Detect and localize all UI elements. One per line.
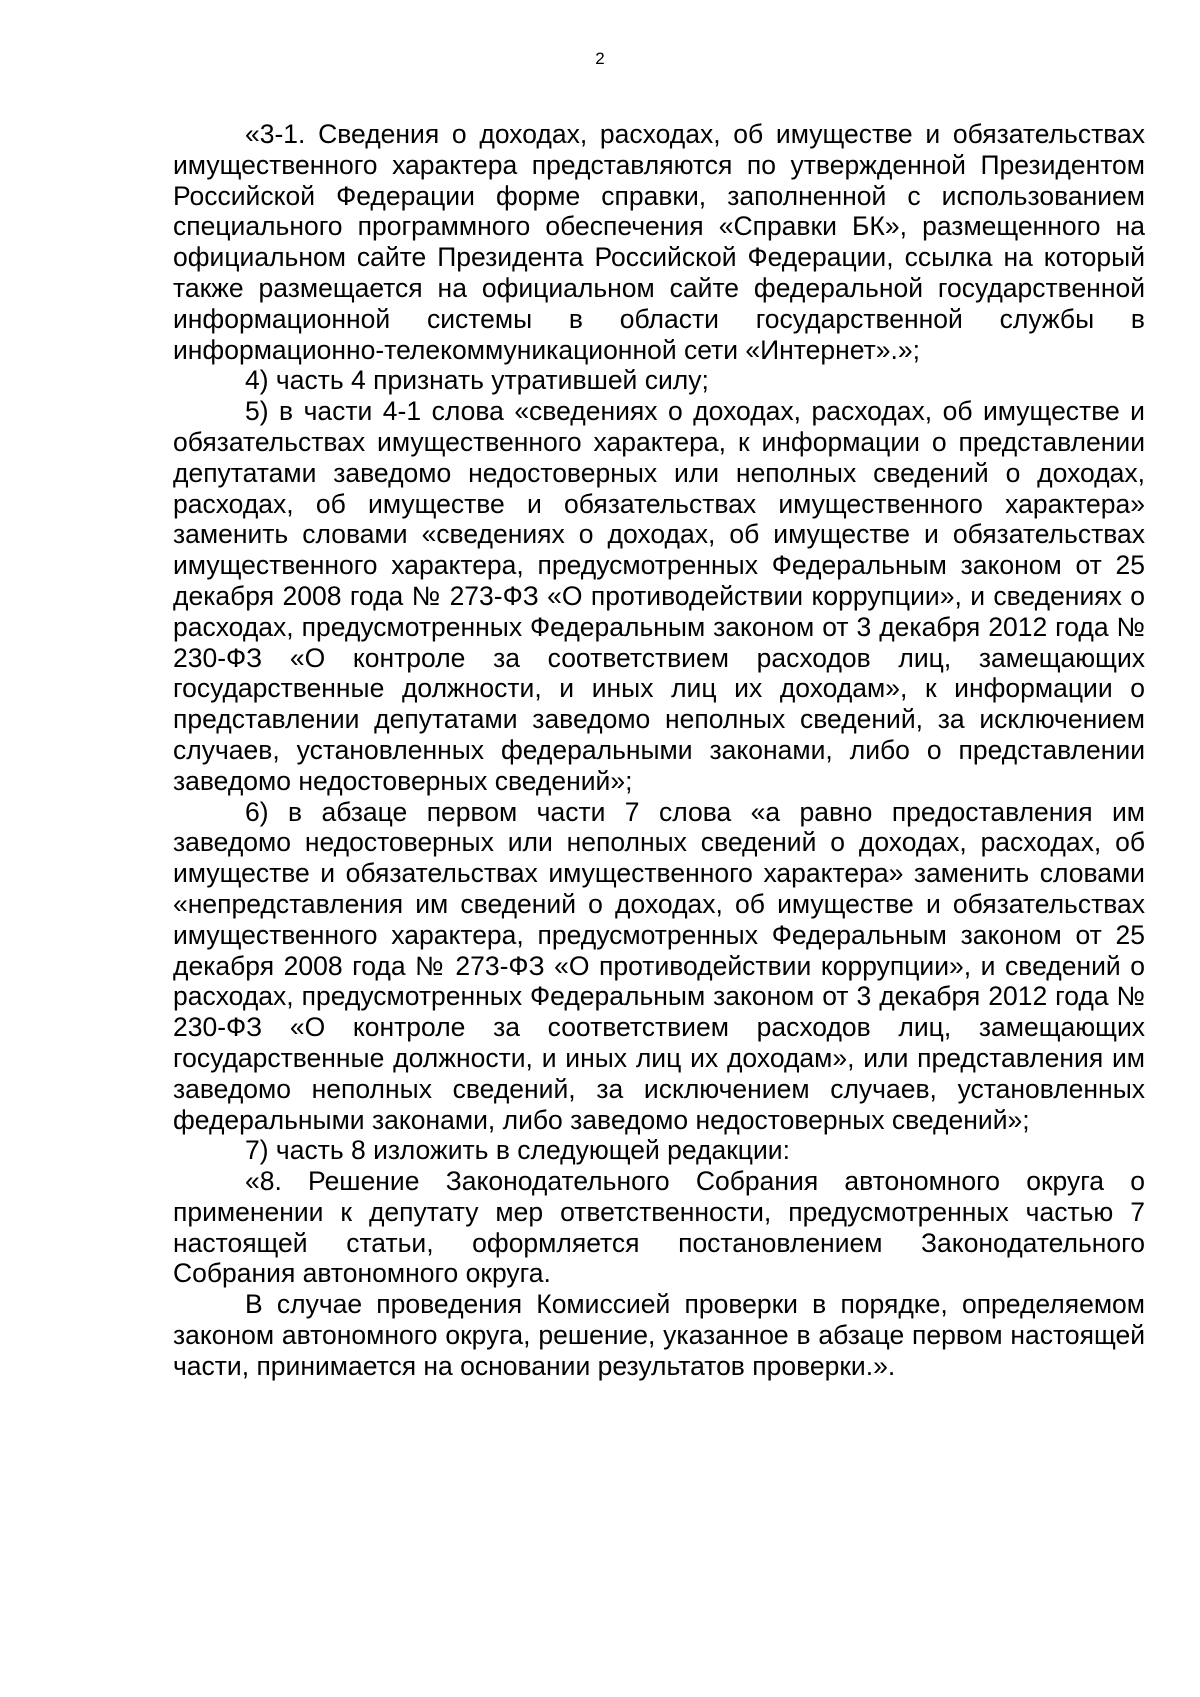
paragraph-item-4: 4) часть 4 признать утратившей силу; [245, 365, 709, 396]
paragraph-3-1: «3-1. Сведения о доходах, расходах, об имуществе и обязательствах имущественного характера представляются по утвержденной Президентом Российской Федерации форме справки, заполненной с использованием специального программного обеспечения «Справки БК», размещенного на официальном сайте Президента Российской Федерации, ссылка на который также размещается на официальном сайте федеральной государственной информационной системы в области государственной службы в информационно-телекоммуникационной сети «Интернет».»; [173, 119, 1145, 365]
page-number: 2 [595, 49, 605, 68]
paragraph-item-5: 5) в части 4-1 слова «сведениях о доходах, расходах, об имуществе и обязательствах имущественного характера, к информации о представлении депутатами заведомо недостоверных или неполных сведений о доходах, расходах, об имуществе и обязательствах имущественного характера» заменить словами «сведениях о доходах, об имуществе и обязательствах имущественного характера, предусмотренных Федеральным законом от 25 декабря 2008 года № 273-ФЗ «О противодействии коррупции», и сведениях о расходах, предусмотренных Федеральным законом от 3 декабря 2012 года № 230-ФЗ «О контроле за соответствием расходов лиц, замещающих государственные должности, и иных лиц их доходам», к информации о представлении депутатами заведомо неполных сведений, за исключением случаев, установленных федеральными законами, либо о представлении заведомо недостоверных сведений»; [173, 396, 1145, 796]
paragraph-item-7: 7) часть 8 изложить в следующей редакции: [245, 1135, 790, 1166]
document-body [173, 119, 1145, 1382]
paragraph-part-8-second: В случае проведения Комиссией проверки в порядке, определяемом законом автономного округа, решение, указанное в абзаце первом настоящей части, принимается на основании результатов проверки.». [173, 1289, 1145, 1381]
paragraph-part-8: «8. Решение Законодательного Собрания автономного округа о применении к депутату мер ответственности, предусмотренных частью 7 настоящей статьи, оформляется постановлением Законодательного Собрания автономного округа. [173, 1166, 1145, 1289]
paragraph-item-6: 6) в абзаце первом части 7 слова «а равно предоставления им заведомо недостоверных или неполных сведений о доходах, расходах, об имуществе и обязательствах имущественного характера» заменить словами «непредставления им сведений о доходах, об имуществе и обязательствах имущественного характера, предусмотренных Федеральным законом от 25 декабря 2008 года № 273-ФЗ «О противодействии коррупции», и сведений о расходах, предусмотренных Федеральным законом от 3 декабря 2012 года № 230-ФЗ «О контроле за соответствием расходов лиц, замещающих государственные должности, и иных лиц их доходам», или представления им заведомо неполных сведений, за исключением случаев, установленных федеральными законами, либо заведомо недостоверных сведений»; [173, 796, 1145, 1135]
